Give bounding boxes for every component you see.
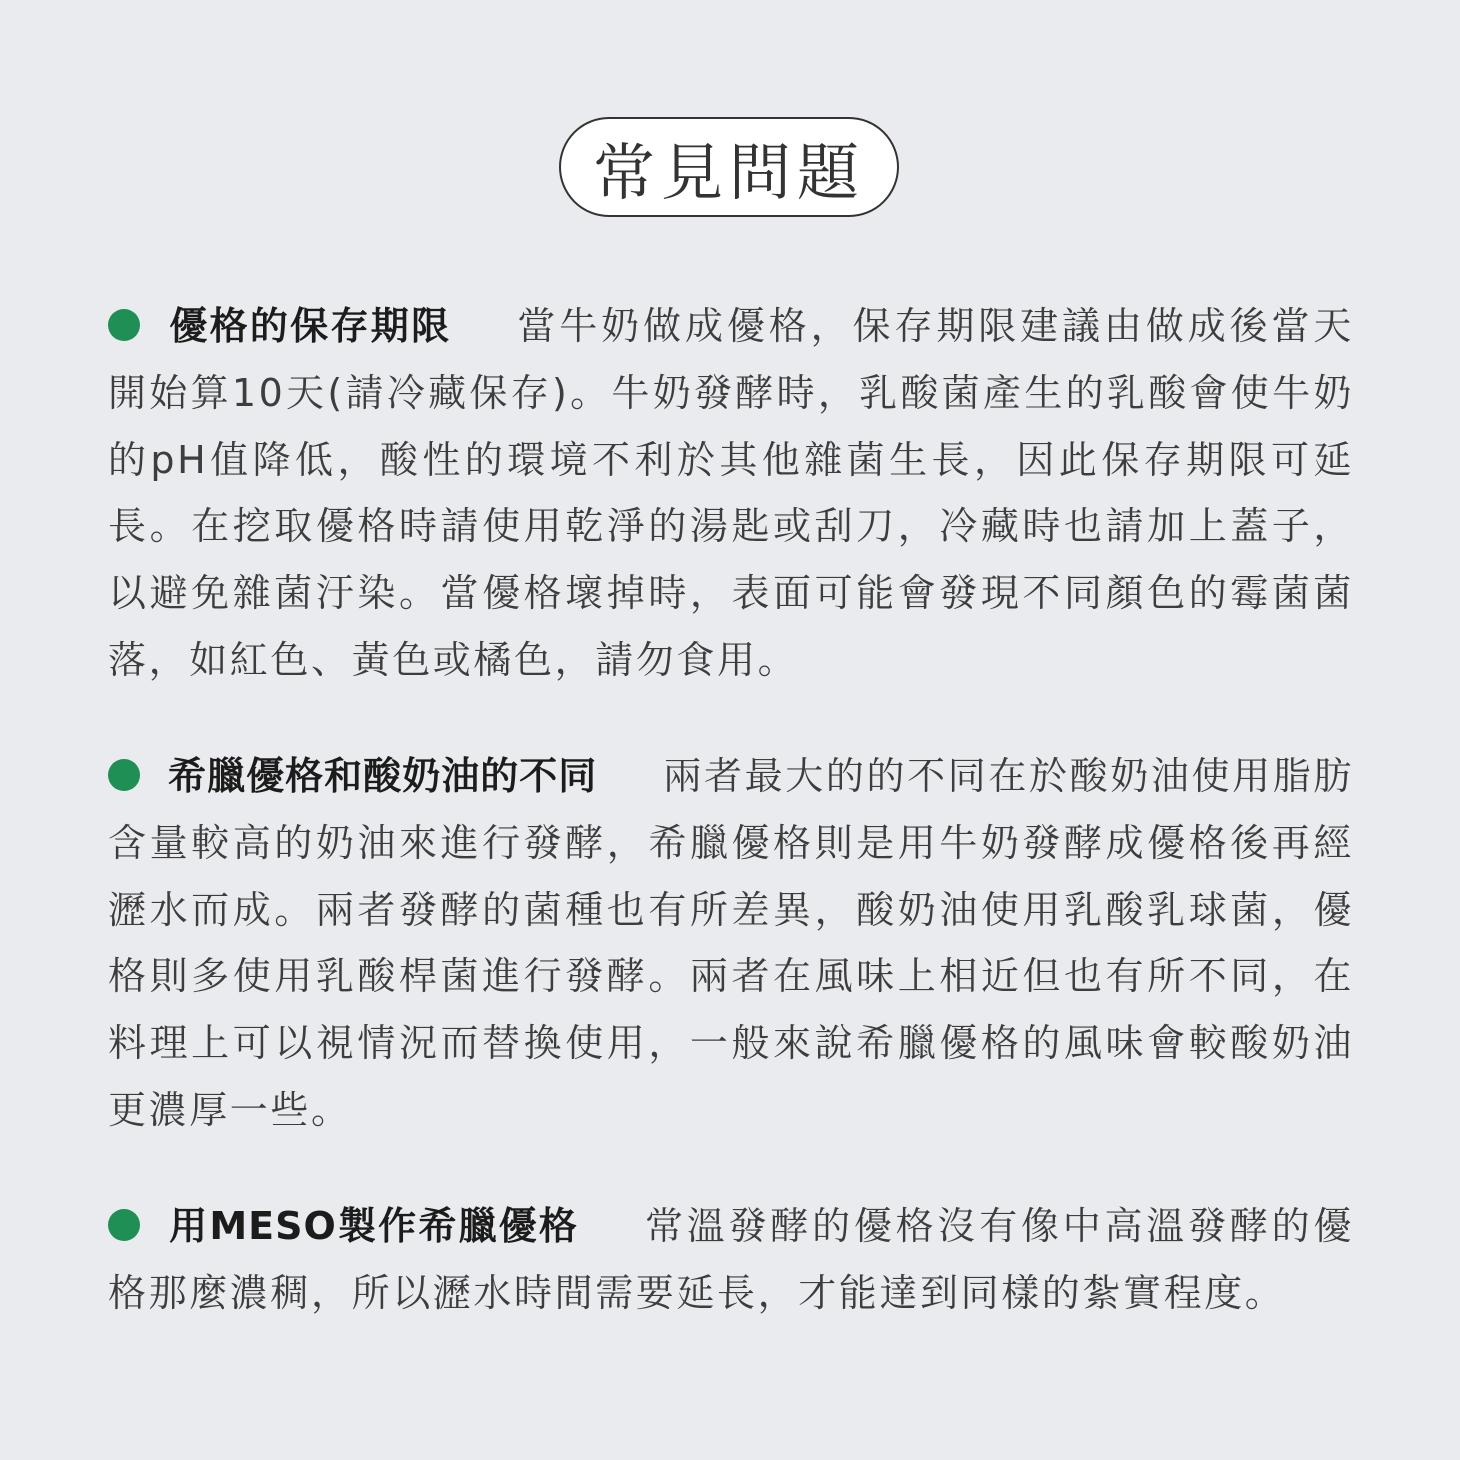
bullet-icon [108,1209,140,1241]
faq-item-greek-vs-sour-cream [108,743,1354,1144]
faq-heading: 用MESO製作希臘優格 [168,1204,580,1248]
bullet-icon [108,309,140,341]
faq-item-meso-greek-yogurt [108,1193,1354,1327]
faq-heading: 希臘優格和酸奶油的不同 [168,754,598,798]
faq-body: 兩者最大的的不同在於酸奶油使用脂肪含量較高的奶油來進行發酵，希臘優格則是用牛奶發酵成優格後再經瀝水而成。兩者發酵的菌種也有所差異，酸奶油使用乳酸乳球菌，優格則多使用乳酸桿菌進行發酵。兩者在風味上相近但也有所不同，在料理上可以視情況而替換使用，一般來說希臘優格的風味會較酸奶油更濃厚一些。 [108,754,1354,1132]
faq-heading: 優格的保存期限 [168,304,452,348]
faq-item-storage [108,293,1354,694]
faq-body: 常溫發酵的優格沒有像中高溫發酵的優格那麼濃稠，所以瀝水時間需要延長，才能達到同樣的紮實程度。 [108,1204,1354,1315]
bullet-icon [108,759,140,791]
page-title: 常見問題 [559,117,899,217]
faq-body: 當牛奶做成優格，保存期限建議由做成後當天開始算10天(請冷藏保存)。牛奶發酵時，乳酸菌產生的乳酸會使牛奶的pH值降低，酸性的環境不利於其他雜菌生長，因此保存期限可延長。在挖取優格時請使用乾淨的湯匙或刮刀，冷藏時也請加上蓋子，以避免雜菌汙染。當優格壞掉時，表面可能會發現不同顏色的霉菌菌落，如紅色、黃色或橘色，請勿食用。 [108,304,1354,682]
